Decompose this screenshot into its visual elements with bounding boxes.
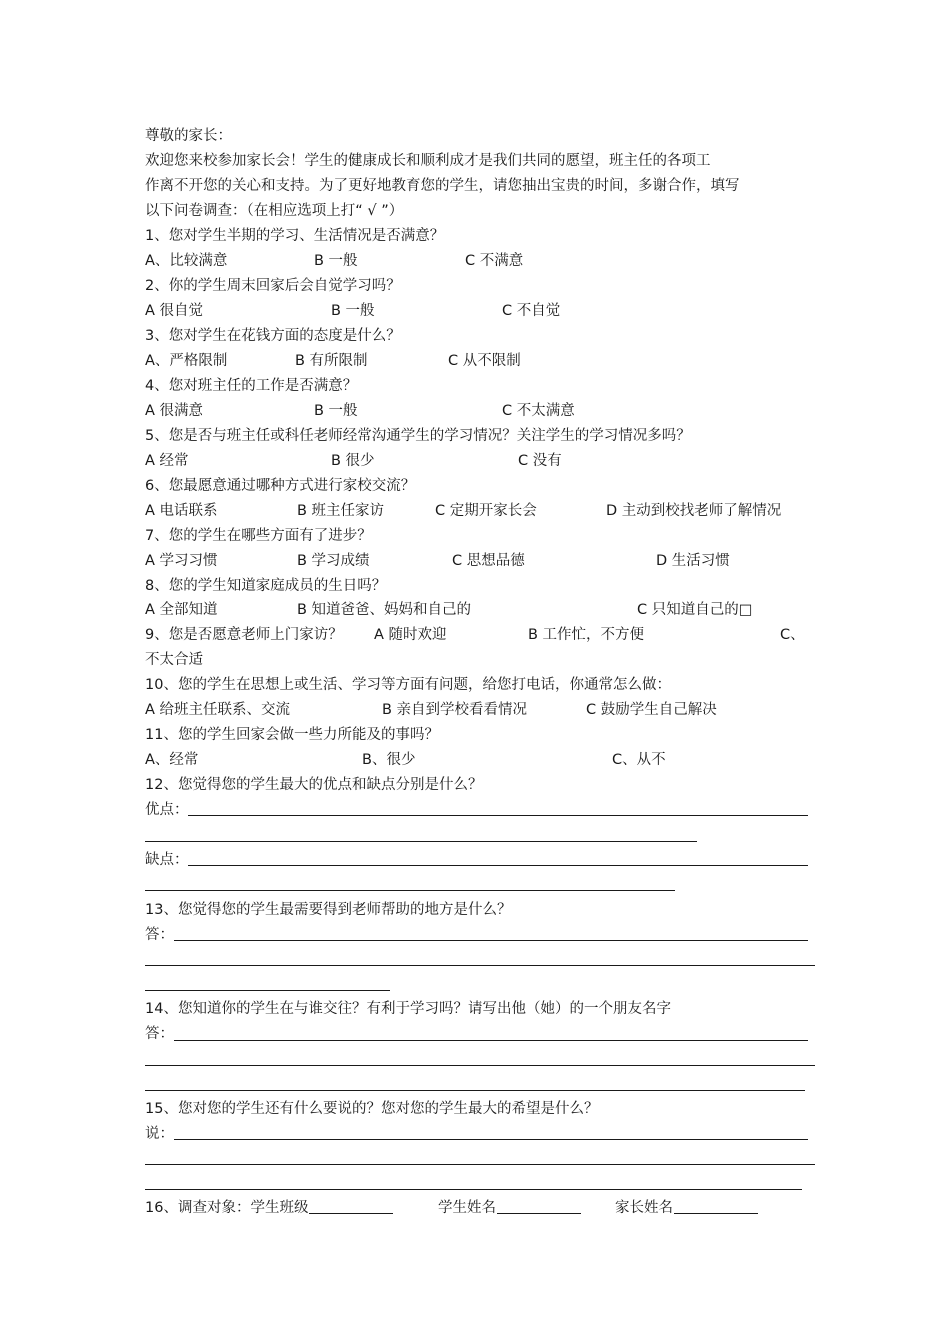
q9-option-a[interactable]: A 随时欢迎 — [374, 627, 447, 643]
question-5: 5、您是否与班主任或科任老师经常沟通学生的学习情况？关注学生的学习情况多吗？ — [145, 428, 691, 444]
q15-answer-line-2[interactable] — [145, 1164, 815, 1165]
q16-student-name — [438, 1198, 581, 1218]
q4-option-a[interactable]: A 很满意 — [145, 403, 204, 419]
intro-line-2: 作离不开您的关心和支持。为了更好地教育您的学生，请您抽出宝贵的时间，多谢合作，填写 — [145, 178, 740, 194]
q7-option-b[interactable]: B 学习成绩 — [297, 553, 370, 569]
q16-class-label: 16、调查对象：学生班级 — [145, 1200, 309, 1216]
q4-option-b[interactable]: B 一般 — [314, 403, 358, 419]
q16-parent-name-field[interactable] — [674, 1198, 758, 1214]
q3-option-a[interactable]: A、严格限制 — [145, 353, 228, 369]
q10-option-c[interactable]: C 鼓励学生自己解决 — [586, 702, 717, 718]
q14-answer-label: 答： — [145, 1026, 174, 1042]
q6-option-c[interactable]: C 定期开家长会 — [435, 503, 537, 519]
q6-option-d[interactable]: D 主动到校找老师了解情况 — [606, 503, 782, 519]
q5-option-a[interactable]: A 经常 — [145, 453, 189, 469]
q3-option-b[interactable]: B 有所限制 — [295, 353, 368, 369]
intro-line-1: 欢迎您来校参加家长会！学生的健康成长和顺利成才是我们共同的愿望，班主任的各项工 — [145, 153, 711, 169]
q12-good-answer-line-2[interactable] — [145, 841, 697, 842]
question-3: 3、您对学生在花钱方面的态度是什么？ — [145, 328, 401, 344]
q5-option-b[interactable]: B 很少 — [331, 453, 375, 469]
intro-line-3: 以下问卷调查：（在相应选项上打“ √ ”） — [145, 203, 404, 219]
q5-option-c[interactable]: C 没有 — [518, 453, 562, 469]
question-11: 11、您的学生回家会做一些力所能及的事吗？ — [145, 727, 439, 743]
q12-good-answer-line-1[interactable] — [188, 815, 808, 816]
q9-option-c[interactable]: C、 — [780, 627, 805, 643]
q16-parent-name — [615, 1198, 758, 1218]
question-7: 7、您的学生在哪些方面有了进步？ — [145, 528, 372, 544]
q7-option-c[interactable]: C 思想品德 — [452, 553, 525, 569]
q7-option-a[interactable]: A 学习习惯 — [145, 553, 218, 569]
question-13: 13、您觉得您的学生最需要得到老师帮助的地方是什么？ — [145, 902, 512, 918]
question-1: 1、您对学生半期的学习、生活情况是否满意？ — [145, 228, 445, 244]
q8-option-a[interactable]: A 全部知道 — [145, 602, 218, 618]
q1-option-c[interactable]: C 不满意 — [465, 253, 524, 269]
q13-answer-line-3[interactable] — [145, 990, 390, 991]
q12-bad-answer-line-2[interactable] — [145, 890, 675, 891]
q10-option-b[interactable]: B 亲自到学校看看情况 — [382, 702, 528, 718]
question-9: 9、您是否愿意老师上门家访？ — [145, 627, 343, 643]
q8-option-b[interactable]: B 知道爸爸、妈妈和自己的 — [297, 602, 472, 618]
question-10: 10、您的学生在思想上或生活、学习等方面有问题，给您打电话，你通常怎么做： — [145, 677, 671, 693]
q16-student-name-label: 学生姓名 — [438, 1200, 496, 1216]
q1-option-b[interactable]: B 一般 — [314, 253, 358, 269]
q16-parent-name-label: 家长姓名 — [615, 1200, 673, 1216]
question-8: 8、您的学生知道家庭成员的生日吗？ — [145, 578, 387, 594]
q15-answer-line-1[interactable] — [174, 1139, 808, 1140]
q14-answer-line-2[interactable] — [145, 1065, 815, 1066]
q12-bad-answer-line-1[interactable] — [188, 865, 808, 866]
q8-option-c[interactable]: C 只知道自己的□ — [637, 602, 753, 618]
question-6: 6、您最愿意通过哪种方式进行家校交流？ — [145, 478, 416, 494]
q15-answer-label: 说： — [145, 1126, 174, 1142]
q11-option-a[interactable]: A、经常 — [145, 752, 199, 768]
q14-answer-line-1[interactable] — [174, 1040, 808, 1041]
q4-option-c[interactable]: C 不太满意 — [502, 403, 575, 419]
q11-option-b[interactable]: B、很少 — [362, 752, 416, 768]
q10-option-a[interactable]: A 给班主任联系、交流 — [145, 702, 291, 718]
q12-good-label: 优点： — [145, 802, 189, 818]
question-12: 12、您觉得您的学生最大的优点和缺点分别是什么？ — [145, 777, 483, 793]
q6-option-b[interactable]: B 班主任家访 — [297, 503, 385, 519]
question-16 — [145, 1198, 393, 1218]
greeting: 尊敬的家长： — [145, 128, 232, 144]
q3-option-c[interactable]: C 从不限制 — [448, 353, 521, 369]
q13-answer-line-2[interactable] — [145, 965, 815, 966]
question-14: 14、您知道你的学生在与谁交往？有利于学习吗？请写出他（她）的一个朋友名字 — [145, 1001, 671, 1017]
q16-class-field[interactable] — [309, 1198, 393, 1214]
q16-student-name-field[interactable] — [497, 1198, 581, 1214]
q13-answer-line-1[interactable] — [174, 940, 808, 941]
q2-option-c[interactable]: C 不自觉 — [502, 303, 561, 319]
q1-option-a[interactable]: A、比较满意 — [145, 253, 228, 269]
q2-option-b[interactable]: B 一般 — [331, 303, 375, 319]
q15-answer-line-3[interactable] — [145, 1189, 802, 1190]
q13-answer-label: 答： — [145, 927, 174, 943]
q2-option-a[interactable]: A 很自觉 — [145, 303, 204, 319]
question-15: 15、您对您的学生还有什么要说的？您对您的学生最大的希望是什么？ — [145, 1101, 599, 1117]
q9-option-b[interactable]: B 工作忙，不方便 — [528, 627, 645, 643]
question-2: 2、你的学生周末回家后会自觉学习吗？ — [145, 278, 401, 294]
q9-option-c-continuation: 不太合适 — [145, 652, 203, 668]
question-4: 4、您对班主任的工作是否满意？ — [145, 378, 358, 394]
q6-option-a[interactable]: A 电话联系 — [145, 503, 218, 519]
q11-option-c[interactable]: C、从不 — [612, 752, 666, 768]
q14-answer-line-3[interactable] — [145, 1090, 805, 1091]
q7-option-d[interactable]: D 生活习惯 — [656, 553, 730, 569]
q12-bad-label: 缺点： — [145, 852, 189, 868]
